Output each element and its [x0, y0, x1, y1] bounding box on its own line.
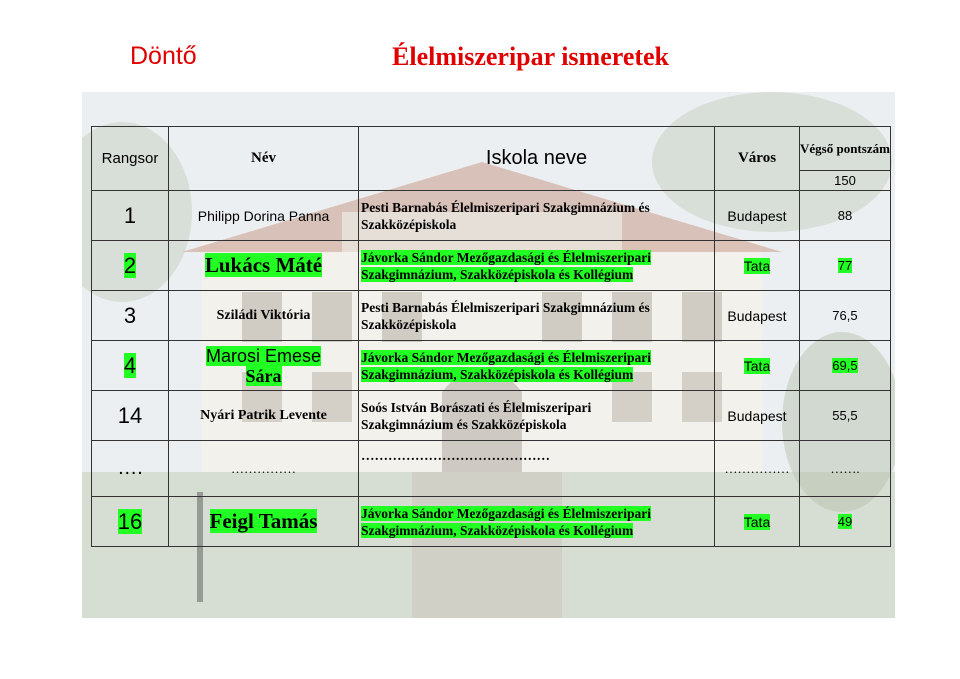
- points-cell: 77: [800, 241, 891, 291]
- name-cell: Marosi Emese Sára: [169, 341, 359, 391]
- points-header-label: Végső pontszám: [800, 127, 890, 171]
- name-cell: Nyári Patrik Levente: [169, 391, 359, 441]
- rank-column-header: Rangsor: [92, 127, 169, 191]
- city-cell: Tata: [715, 241, 800, 291]
- school-cell: Jávorka Sándor Mezőgazdasági és Élelmiszeripari Szakgimnázium, Szakközépiskola és Kollégium: [359, 497, 715, 547]
- rank-cell: ….: [92, 441, 169, 497]
- page-title: Élelmiszeripar ismeretek: [392, 42, 670, 71]
- points-cell: …….: [800, 441, 891, 497]
- table-row: [92, 341, 891, 391]
- city-cell: Budapest: [715, 291, 800, 341]
- rank-cell: 3: [92, 291, 169, 341]
- points-cell: 88: [800, 191, 891, 241]
- table-header-row: [92, 127, 891, 191]
- city-cell: Tata: [715, 341, 800, 391]
- rank-cell: 14: [92, 391, 169, 441]
- table-row: [92, 241, 891, 291]
- table-row: [92, 497, 891, 547]
- final-label: Döntő: [130, 42, 197, 70]
- city-cell: Tata: [715, 497, 800, 547]
- rank-cell: 16: [92, 497, 169, 547]
- city-column-header: Város: [715, 127, 800, 191]
- points-cell: 49: [800, 497, 891, 547]
- points-column-header: [800, 127, 891, 191]
- rank-cell: 2: [92, 241, 169, 291]
- name-cell: Philipp Dorina Panna: [169, 191, 359, 241]
- rank-cell: 1: [92, 191, 169, 241]
- table-row: [92, 191, 891, 241]
- school-cell: Pesti Barnabás Élelmiszeripari Szakgimnázium és Szakközépiskola: [359, 291, 715, 341]
- name-cell: ……………: [169, 441, 359, 497]
- name-cell: Sziládi Viktória: [169, 291, 359, 341]
- table-row: [92, 291, 891, 341]
- name-cell: Lukács Máté: [169, 241, 359, 291]
- table-row: [92, 441, 891, 497]
- name-cell: Feigl Tamás: [169, 497, 359, 547]
- rank-cell: 4: [92, 341, 169, 391]
- points-cell: 55,5: [800, 391, 891, 441]
- city-cell: ……………: [715, 441, 800, 497]
- max-points-value: 150: [834, 173, 856, 188]
- table-row: [92, 391, 891, 441]
- points-cell: 69,5: [800, 341, 891, 391]
- city-cell: Budapest: [715, 391, 800, 441]
- school-column-header: Iskola neve: [359, 127, 715, 191]
- city-cell: Budapest: [715, 191, 800, 241]
- results-table: [91, 126, 891, 547]
- school-cell: ……………………………………: [359, 441, 715, 497]
- school-cell: Jávorka Sándor Mezőgazdasági és Élelmiszeripari Szakgimnázium, Szakközépiskola és Kollégium: [359, 341, 715, 391]
- school-cell: Soós István Borászati és Élelmiszeripari Szakgimnázium és Szakközépiskola: [359, 391, 715, 441]
- points-cell: 76,5: [800, 291, 891, 341]
- school-cell: Jávorka Sándor Mezőgazdasági és Élelmiszeripari Szakgimnázium, Szakközépiskola és Kollégium: [359, 241, 715, 291]
- school-cell: Pesti Barnabás Élelmiszeripari Szakgimnázium és Szakközépiskola: [359, 191, 715, 241]
- name-column-header: Név: [169, 127, 359, 191]
